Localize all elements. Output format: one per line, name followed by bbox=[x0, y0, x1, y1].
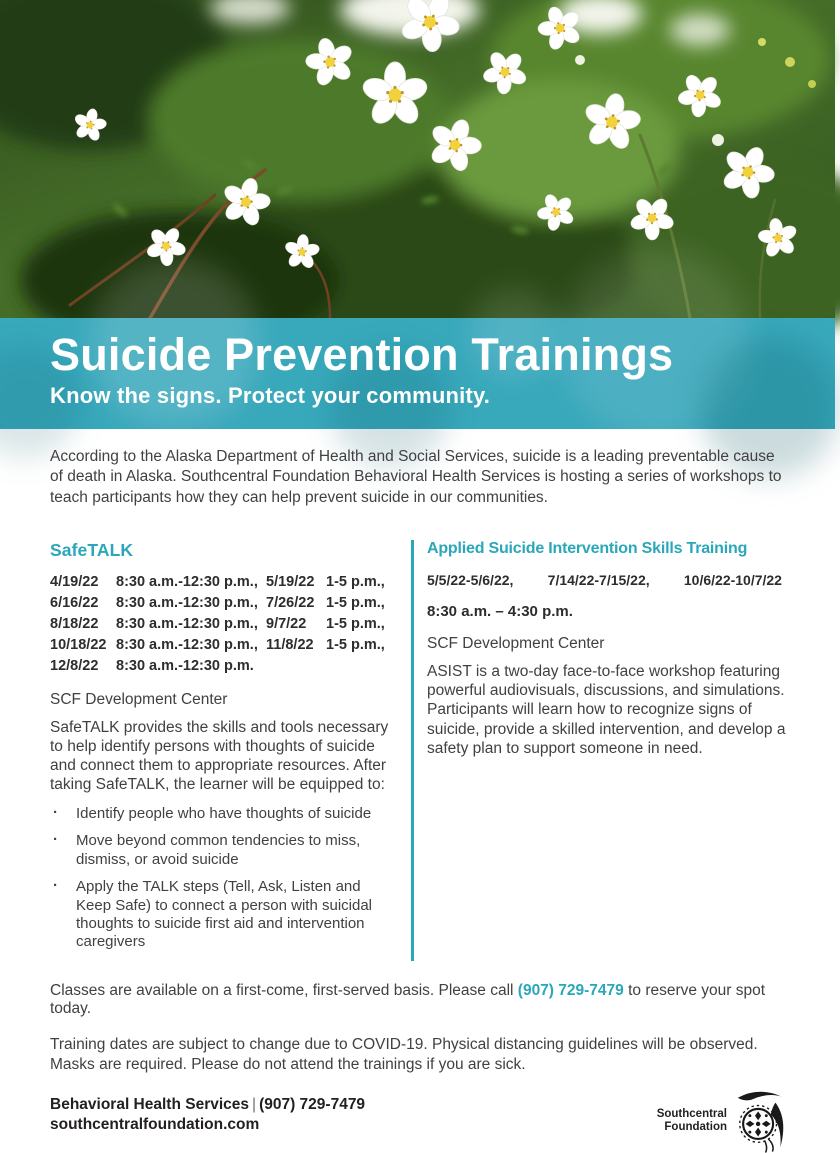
schedule-time: 1-5 p.m., bbox=[326, 616, 385, 633]
schedule-date: 12/8/22 bbox=[50, 657, 99, 674]
asist-dates-row bbox=[427, 572, 782, 588]
schedule-date: 8/18/22 bbox=[50, 616, 99, 633]
contact-row bbox=[50, 1095, 790, 1153]
page-subtitle: Know the signs. Protect your community. bbox=[50, 383, 491, 409]
page-title: Suicide Prevention Trainings bbox=[50, 329, 674, 380]
safetalk-bullet-list bbox=[50, 805, 395, 952]
footer-notes bbox=[50, 982, 790, 1153]
schedule-time: 1-5 p.m., bbox=[326, 636, 385, 653]
safetalk-description: SafeTALK provides the skills and tools necessary to help identify persons with thoughts of suicide and connect them to appropriate resources. After taking SafeTALK, the learner will be equipped to: bbox=[50, 718, 389, 793]
safetalk-section bbox=[50, 540, 395, 961]
schedule-date bbox=[266, 657, 326, 676]
department-phone: (907) 729-7479 bbox=[259, 1096, 366, 1114]
scf-logo-text bbox=[657, 1108, 727, 1134]
schedule-time bbox=[326, 657, 395, 676]
schedule-time: 8:30 a.m.-12:30 p.m., bbox=[116, 574, 258, 591]
schedule-date: 6/16/22 bbox=[50, 595, 99, 612]
asist-date-range: 7/14/22-7/15/22, bbox=[547, 572, 650, 589]
bullet-item: · Identify people who have thoughts of suicide bbox=[50, 805, 395, 823]
schedule-date: 4/19/22 bbox=[50, 574, 99, 591]
safetalk-schedule bbox=[50, 573, 395, 675]
schedule-time: 1-5 p.m., bbox=[326, 574, 385, 591]
schedule-time: 8:30 a.m.-12:30 p.m., bbox=[116, 616, 258, 633]
bullet-item: · Move beyond common tendencies to miss, dismiss, or avoid suicide bbox=[50, 832, 395, 869]
asist-time: 8:30 a.m. – 4:30 p.m. bbox=[427, 603, 573, 621]
asist-location: SCF Development Center bbox=[427, 635, 605, 653]
scf-emblem-icon bbox=[732, 1089, 790, 1153]
schedule-time: 8:30 a.m.-12:30 p.m., bbox=[116, 636, 258, 653]
scf-logo bbox=[657, 1089, 790, 1153]
schedule-date: 10/18/22 bbox=[50, 636, 107, 653]
safetalk-heading: SafeTALK bbox=[50, 540, 134, 561]
schedule-date: 9/7/22 bbox=[266, 616, 307, 633]
asist-heading: Applied Suicide Intervention Skills Training bbox=[427, 540, 748, 558]
schedule-time: 8:30 a.m.-12:30 p.m. bbox=[116, 657, 254, 674]
scf-logo-line2: Foundation bbox=[664, 1121, 727, 1134]
asist-date-range: 5/5/22-5/6/22, bbox=[427, 572, 514, 589]
reserve-note-post: to reserve your spot today. bbox=[50, 981, 766, 1017]
contact-block bbox=[50, 1095, 365, 1135]
reserve-phone: (907) 729-7479 bbox=[517, 981, 624, 999]
reserve-note bbox=[50, 982, 790, 1018]
schedule-date: 7/26/22 bbox=[266, 595, 315, 612]
schedule-time: 8:30 a.m.-12:30 p.m., bbox=[116, 595, 258, 612]
covid-note: Training dates are subject to change due to COVID-19. Physical distancing guidelines will be observed. Masks are required. Please do not attend the trainings if you are sick. bbox=[50, 1035, 758, 1074]
column-divider bbox=[411, 540, 414, 961]
asist-date-range: 10/6/22-10/7/22 bbox=[683, 572, 782, 589]
schedule-time: 1-5 p.m., bbox=[326, 595, 385, 612]
asist-section bbox=[427, 540, 790, 961]
reserve-note-pre: Classes are available on a first-come, first-served basis. Please call bbox=[50, 981, 518, 999]
scf-logo-line1: Southcentral bbox=[656, 1107, 727, 1120]
safetalk-location: SCF Development Center bbox=[50, 690, 228, 708]
department-line bbox=[50, 1095, 365, 1115]
intro-paragraph: According to the Alaska Department of Health and Social Services, suicide is a leading preventable cause of death in Alaska. Southcentral Foundation Behavioral Health Services is hosting a series of workshops to teach participants how they can help prevent suicide in our communities. bbox=[50, 448, 782, 506]
title-banner bbox=[0, 318, 835, 429]
bullet-item: · Apply the TALK steps (Tell, Ask, Listen and Keep Safe) to connect a person with suicidal thoughts to suicide first aid and intervention caregivers bbox=[50, 878, 395, 952]
website-text: southcentralfoundation.com bbox=[50, 1116, 260, 1134]
workshop-columns bbox=[50, 540, 790, 961]
content-area bbox=[50, 429, 790, 1153]
schedule-date: 11/8/22 bbox=[266, 636, 314, 653]
asist-description: ASIST is a two-day face-to-face workshop featuring powerful audiovisuals, discussions, and simulations. Participants will learn how to recognize signs of suicide, provide a skilled intervention, and develop a safety plan to support someone in need. bbox=[427, 663, 786, 757]
pipe-separator: | bbox=[252, 1096, 257, 1114]
department-name: Behavioral Health Services bbox=[50, 1096, 250, 1114]
schedule-date: 5/19/22 bbox=[266, 574, 315, 591]
